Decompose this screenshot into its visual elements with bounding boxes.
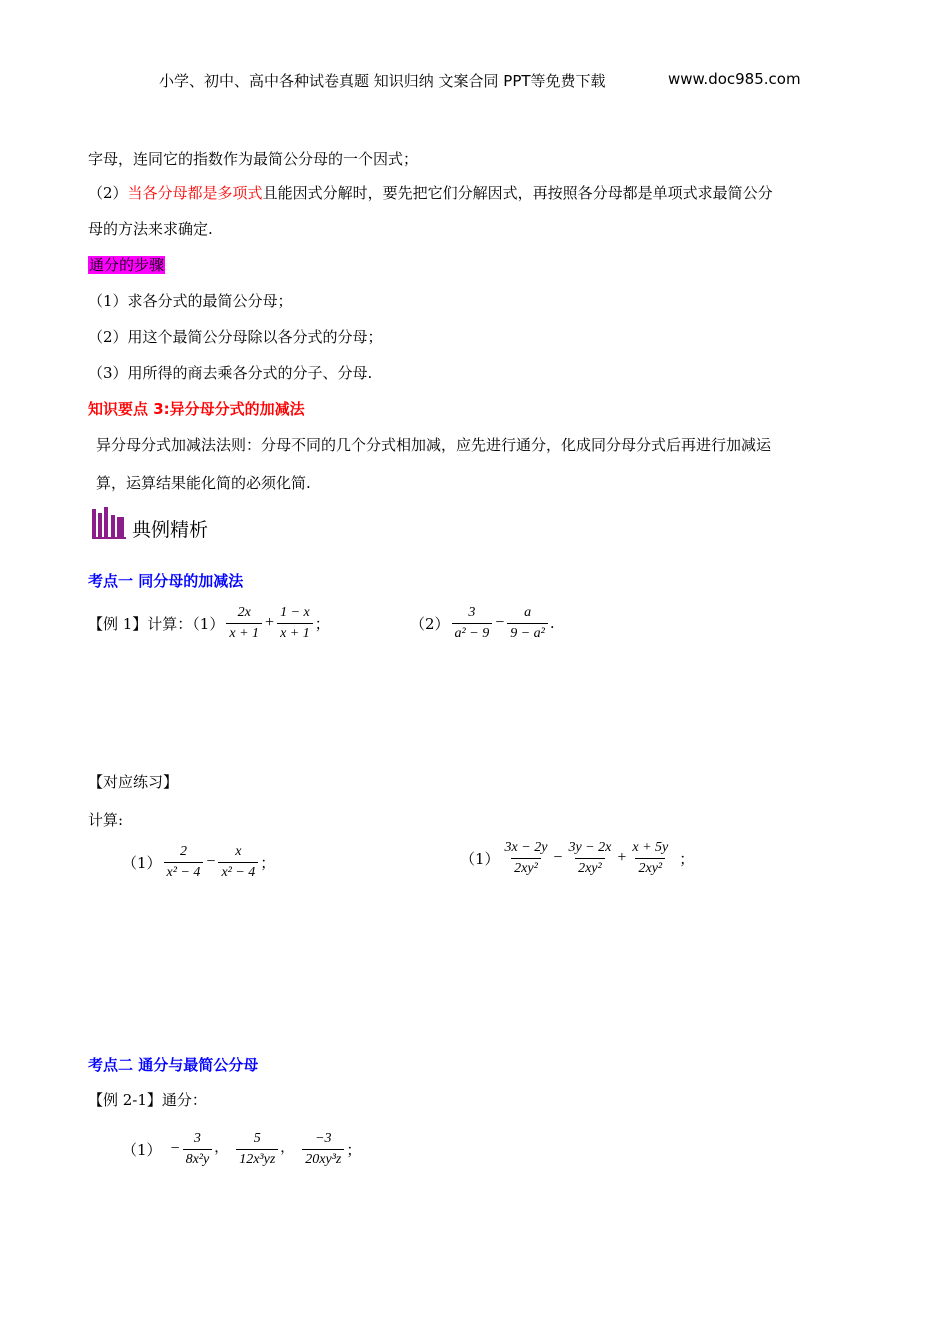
point3-title: 知识要点 3:异分母分式的加减法 [88, 400, 305, 418]
example2-q1-label: （1） [122, 1140, 162, 1159]
practice1-end: ； [260, 853, 276, 872]
fraction [218, 844, 258, 881]
numerator: −3 [315, 1130, 332, 1146]
intro-line-2-prefix: （2） [88, 184, 128, 202]
operator: + [617, 849, 627, 866]
numerator: x + 5y [632, 839, 669, 855]
denominator: x + 1 [226, 623, 262, 642]
steps-title-text: 通分的步骤 [89, 256, 165, 274]
operator: − [495, 614, 505, 631]
denominator: 2xy² [575, 858, 605, 877]
practice2-end: ； [679, 849, 695, 868]
denominator: 8x²y [183, 1149, 213, 1168]
example1-label: 【例 1】计算：（1） [88, 614, 225, 633]
denominator: a² − 9 [452, 623, 493, 642]
numerator: 3 [468, 604, 476, 620]
example2-label: 【例 2-1】通分： [88, 1091, 207, 1109]
numerator: 2x [237, 604, 251, 620]
intro-line-3: 母的方法来求确定. [88, 220, 213, 238]
intro-line-2 [88, 182, 773, 203]
topic1-title: 考点一 同分母的加减法 [88, 572, 244, 590]
step-item-3: （3）用所得的商去乘各分式的分子、分母. [88, 364, 373, 382]
fraction [629, 840, 671, 877]
books-icon [92, 507, 126, 539]
fraction [226, 605, 262, 642]
operator: − [170, 1140, 180, 1157]
practice-label: 【对应练习】 [88, 773, 179, 791]
numerator: 3 [193, 1130, 201, 1146]
step-item-2: （2）用这个最简公分母除以各分式的分母； [88, 328, 383, 346]
point3-line-1: 异分母分式加减法法则：分母不同的几个分式相加减，应先进行通分，化成同分母分式后再进行加减运 [96, 436, 772, 454]
example1-part2-label: （2） [410, 614, 450, 633]
numerator: 2 [179, 843, 187, 859]
intro-line-2-rest: 且能因式分解时，要先把它们分解因式，再按照各分母都是单项式求最简公分 [262, 184, 773, 202]
fraction [277, 605, 313, 642]
example1-end: ； [314, 614, 330, 633]
example2-q1-expr [170, 1131, 347, 1168]
denominator: x² − 4 [218, 862, 258, 881]
numerator: a [524, 604, 532, 620]
practice1-label: （1） [122, 853, 162, 872]
practice2-expr [500, 840, 674, 877]
example1-part2-end: . [549, 614, 555, 632]
operator: − [206, 853, 216, 870]
steps-title [88, 254, 165, 275]
denominator: x + 1 [277, 623, 313, 642]
practice2-label: （1） [460, 849, 500, 868]
example1-expr-2 [450, 605, 550, 642]
separator: ， [214, 1141, 229, 1157]
examples-title: 典例精析 [132, 519, 209, 541]
example2-q1-end: ； [346, 1140, 362, 1159]
practice2-row [460, 832, 694, 884]
denominator: 20xy³z [302, 1149, 344, 1168]
point3-line-2: 算，运算结果能化简的必须化简. [96, 474, 311, 492]
intro-line-1: 字母，连同它的指数作为最简公分母的一个因式； [88, 150, 419, 168]
operator: + [265, 614, 275, 631]
example1-row [88, 600, 330, 646]
example2-q1-row [122, 1124, 361, 1174]
step-item-1: （1）求各分式的最简公分母； [88, 292, 293, 310]
numerator: 5 [253, 1130, 261, 1146]
denominator: 9 − a² [507, 623, 548, 642]
example1-part2-row [410, 600, 555, 646]
fraction [183, 1131, 213, 1168]
denominator: x² − 4 [164, 862, 204, 881]
practice1-expr [162, 844, 261, 881]
header-left: 小学、初中、高中各种试卷真题 知识归纳 文案合同 PPT等免费下载 [159, 72, 606, 90]
separator: ， [280, 1141, 295, 1157]
fraction [502, 840, 551, 877]
numerator: 1 − x [280, 604, 310, 620]
example1-expr-1 [224, 605, 314, 642]
numerator: 3x − 2y [504, 839, 548, 855]
fraction [452, 605, 493, 642]
operator: − [553, 849, 563, 866]
calc-label: 计算: [88, 811, 124, 829]
fraction [565, 840, 614, 877]
denominator: 2xy² [635, 858, 665, 877]
numerator: 3y − 2x [568, 839, 612, 855]
header-url[interactable]: www.doc985.com [668, 70, 801, 88]
denominator: 2xy² [511, 858, 541, 877]
denominator: 12x³yz [236, 1149, 278, 1168]
topic2-title: 考点二 通分与最简公分母 [88, 1056, 259, 1074]
fraction [302, 1131, 344, 1168]
practice1-row [122, 838, 275, 886]
numerator: x [235, 843, 242, 859]
fraction [236, 1131, 278, 1168]
intro-line-2-red: 当各分母都是多项式 [127, 184, 263, 202]
fraction [507, 605, 548, 642]
fraction [164, 844, 204, 881]
